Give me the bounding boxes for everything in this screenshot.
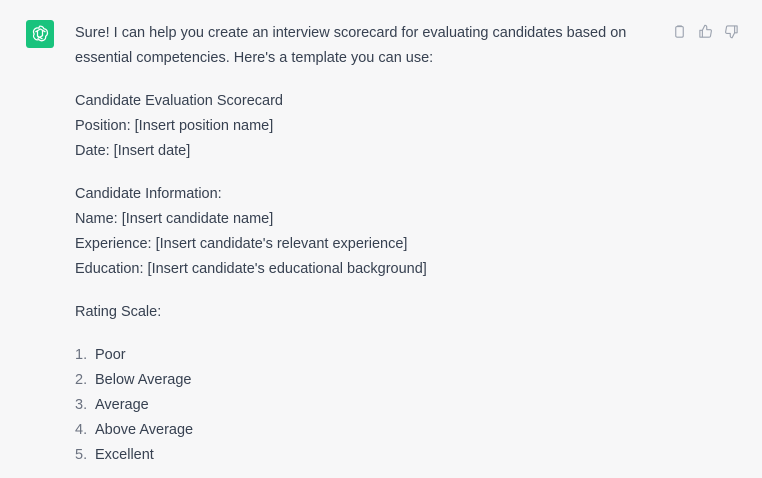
candidate-info-title: Candidate Information:: [75, 186, 222, 202]
thumbs-up-icon: [698, 24, 713, 39]
experience-line: Experience: [Insert candidate's relevant experience]: [75, 236, 408, 252]
rating-scale-list: [75, 343, 655, 468]
position-line: Position: [Insert position name]: [75, 118, 274, 134]
list-number: 1.: [75, 347, 88, 363]
clipboard-icon: [672, 24, 687, 39]
message-content: [75, 21, 655, 468]
thumbs-up-button[interactable]: [696, 22, 714, 40]
date-line: Date: [Insert date]: [75, 143, 191, 159]
list-number: 5.: [75, 447, 88, 463]
list-item: [75, 368, 655, 393]
list-item: [75, 343, 655, 368]
assistant-avatar: [26, 20, 54, 48]
message-actions: [670, 22, 740, 40]
list-number: 4.: [75, 422, 88, 438]
thumbs-down-icon: [724, 24, 739, 39]
list-item: [75, 393, 655, 418]
education-line: Education: [Insert candidate's educational background]: [75, 261, 427, 277]
list-item: [75, 418, 655, 443]
list-number: 3.: [75, 397, 88, 413]
thumbs-down-button[interactable]: [722, 22, 740, 40]
scorecard-header-block: [75, 89, 655, 164]
openai-logo-icon: [30, 24, 50, 44]
list-label: Above Average: [95, 422, 194, 438]
list-label: Below Average: [95, 372, 192, 388]
rating-scale-title: Rating Scale:: [75, 304, 162, 320]
scorecard-title: Candidate Evaluation Scorecard: [75, 93, 283, 109]
list-item: [75, 443, 655, 468]
list-label: Excellent: [95, 447, 154, 463]
intro-paragraph: Sure! I can help you create an interview scorecard for evaluating candidates based on essential competencies. Here's a template you can use:: [75, 25, 627, 66]
candidate-info-block: [75, 182, 655, 282]
copy-button[interactable]: [670, 22, 688, 40]
name-line: Name: [Insert candidate name]: [75, 211, 274, 227]
list-label: Average: [95, 397, 149, 413]
list-label: Poor: [95, 347, 126, 363]
list-number: 2.: [75, 372, 88, 388]
